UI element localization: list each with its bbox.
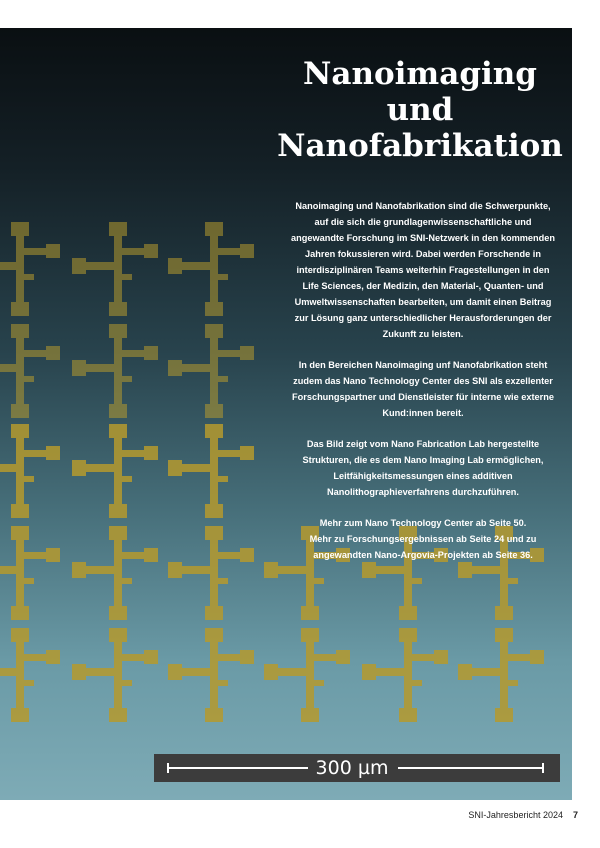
microstructure (72, 222, 158, 316)
microstructure (264, 628, 350, 722)
microstructure (168, 222, 254, 316)
microstructure (0, 424, 60, 518)
microstructure (72, 628, 158, 722)
reference-research: Mehr zu Forschungsergebnissen ab Seite 24 und zu angewandten Nano-Argovia-Projekten ab Seite 36. (309, 534, 537, 560)
title-line-2: und (386, 92, 454, 128)
hero-image (0, 28, 572, 800)
microstructure (168, 628, 254, 722)
intro-text (290, 198, 556, 563)
scale-bar-right-line (398, 767, 544, 769)
scale-bar-right-cap (542, 763, 544, 773)
microstructure (72, 526, 158, 620)
microstructure (0, 324, 60, 418)
microstructure (0, 526, 60, 620)
title-line-1: Nanoimaging (303, 56, 537, 92)
paragraph-1: Nanoimaging und Nanofabrikation sind die Schwerpunkte, auf die sich die grundlagenwissenschaftliche und angewandte Forschung im SNI-Netzwerk in den kommenden Jahren fokussieren wird. Dabei werden Forschende in interdisziplinären Teams weiterhin Fragestellungen in den Life Sciences, der Medizin, den Material-, Quanten- und Umweltwissenschaften bearbeiten, um damit einen Beitrag zur Lösung ganz unterschiedlicher Herausforderungen der Zukunft zu leisten. (291, 201, 555, 339)
scale-bar-label: 300 µm (315, 757, 389, 779)
microstructure (362, 628, 448, 722)
reference-ntc: Mehr zum Nano Technology Center ab Seite 50. (319, 518, 527, 528)
microstructure (458, 628, 544, 722)
paragraph-3: Das Bild zeigt vom Nano Fabrication Lab hergestellte Strukturen, die es dem Nano Imaging Lab ermöglichen, Leitfähigkeitsmessungen eines additiven Nanolithographieverfahrens durchzuführen. (302, 439, 544, 497)
microstructure (168, 526, 254, 620)
microstructure (0, 222, 60, 316)
page-title (270, 56, 570, 164)
publication-name: SNI-Jahresbericht 2024 (468, 810, 563, 820)
paragraph-2: In den Bereichen Nanoimaging unf Nanofabrikation steht zudem das Nano Technology Center des SNI als exzellenter Forschungspartner und Dienstleister für interne wie externe Kund:innen bereit. (292, 360, 554, 418)
page-number: 7 (572, 810, 578, 820)
title-line-3: Nanofabrikation (277, 128, 563, 164)
microstructure (72, 324, 158, 418)
scale-bar (154, 754, 560, 782)
scale-bar-left-line (168, 767, 308, 769)
page-footer (468, 810, 578, 820)
microstructure (168, 324, 254, 418)
microstructure (72, 424, 158, 518)
microstructure (168, 424, 254, 518)
microstructure (0, 628, 60, 722)
